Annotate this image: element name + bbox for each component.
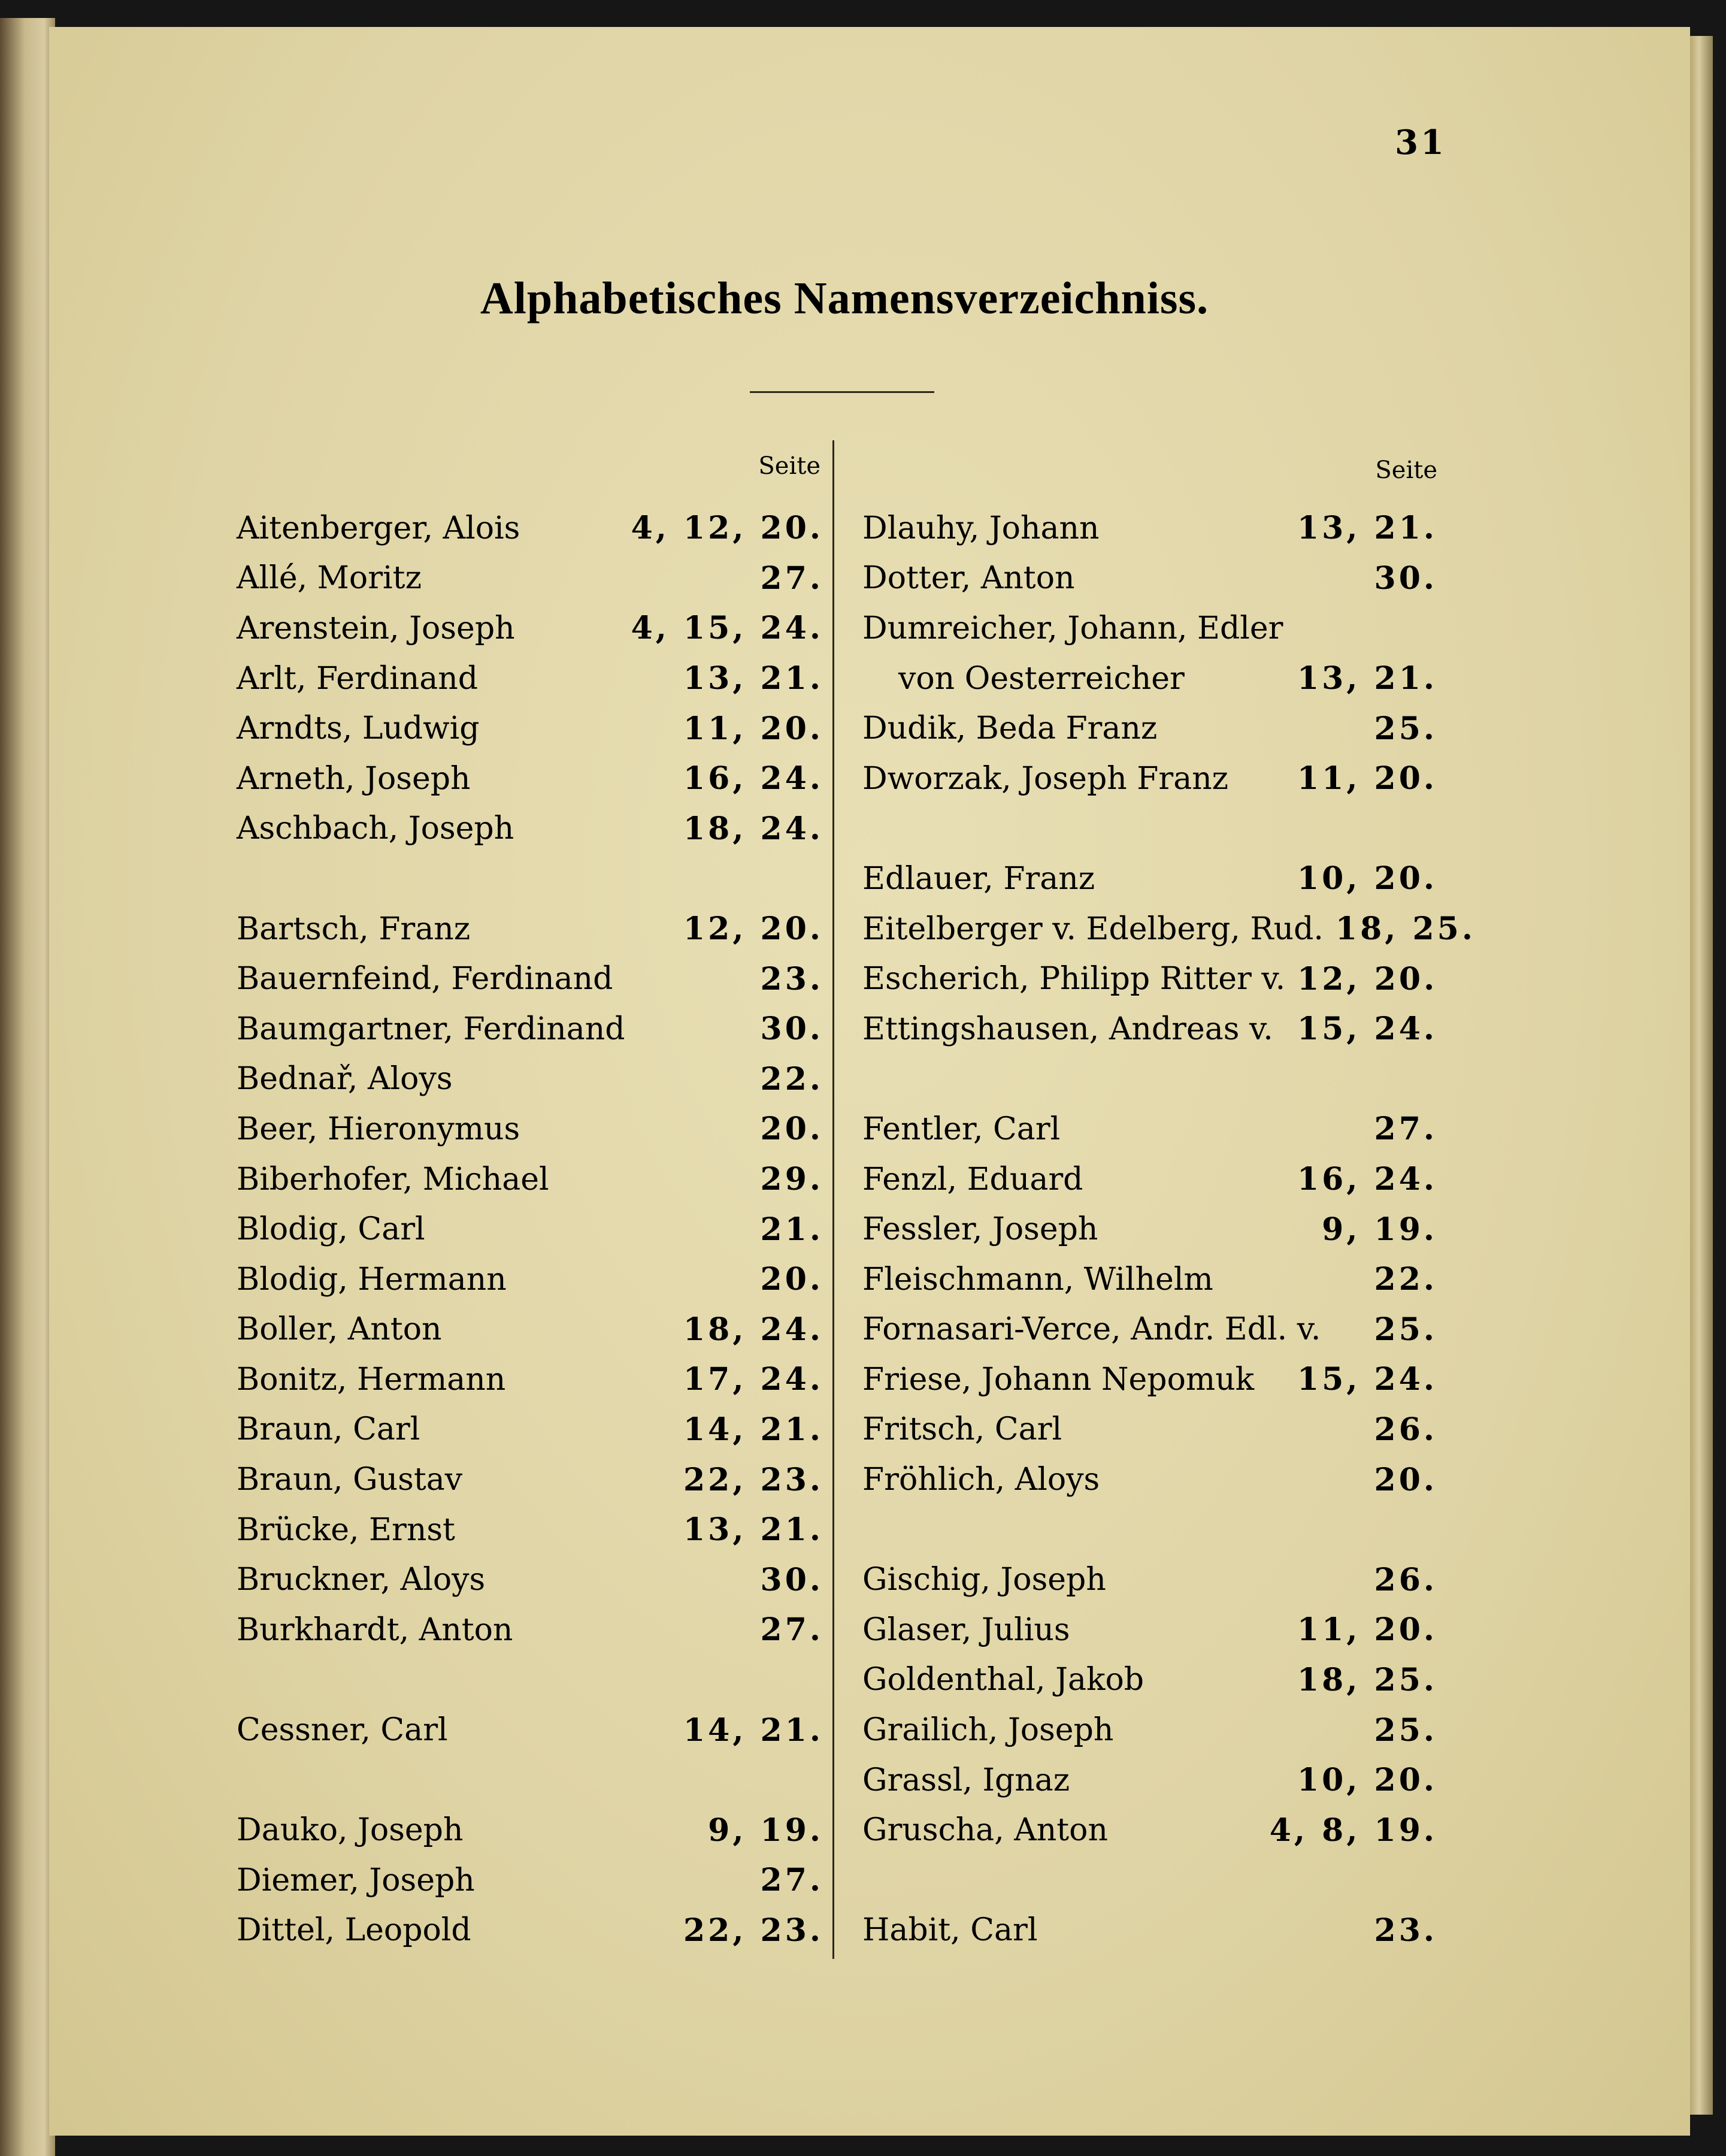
entry-pages: 13, 21.	[683, 1511, 823, 1549]
entry-pages: 26.	[1374, 1561, 1437, 1598]
index-entry	[862, 1555, 1437, 1605]
entry-pages: 9, 19.	[1322, 1211, 1437, 1248]
entry-pages: 16, 24.	[683, 760, 823, 797]
index-entry	[862, 904, 1476, 954]
index-entry	[237, 1455, 823, 1505]
entry-pages: 22, 23.	[683, 1912, 823, 1949]
index-entry	[237, 904, 823, 954]
entry-pages: 11, 20.	[1297, 760, 1437, 797]
section-gap	[237, 854, 823, 904]
index-entry	[862, 1455, 1437, 1505]
entry-pages: 20.	[760, 1111, 823, 1148]
section-gap	[862, 1054, 1437, 1105]
index-entry	[862, 503, 1437, 554]
index-entry	[237, 1104, 823, 1154]
entry-name: Cessner, Carl	[237, 1712, 448, 1749]
entry-pages: 18, 24.	[683, 810, 823, 847]
entry-pages: 14, 21.	[683, 1712, 823, 1749]
entry-pages: 12, 20.	[1297, 960, 1438, 997]
entry-pages: 4, 15, 24.	[631, 610, 823, 647]
entry-name: Bruckner, Aloys	[237, 1562, 486, 1598]
index-entry	[237, 804, 823, 854]
entry-name: Dumreicher, Johann, Edler	[862, 610, 1283, 646]
entry-name: Beer, Hieronymus	[237, 1111, 520, 1147]
index-entry	[862, 603, 1437, 654]
entry-pages: 18, 25.	[1297, 1661, 1437, 1698]
entry-pages: 25.	[1374, 1712, 1437, 1749]
entry-name: Gruscha, Anton	[862, 1812, 1108, 1849]
entry-name: Grassl, Ignaz	[862, 1762, 1070, 1798]
index-entry	[237, 1505, 823, 1555]
entry-pages: 26.	[1374, 1411, 1437, 1448]
entry-pages: 14, 21.	[683, 1411, 823, 1448]
entry-name: Fröhlich, Aloys	[862, 1462, 1100, 1498]
index-entry	[862, 1405, 1437, 1455]
entry-name: Bednař, Aloys	[237, 1061, 453, 1097]
index-entry	[237, 754, 823, 804]
entry-name: Friese, Johann Nepomuk	[862, 1361, 1255, 1398]
index-entry	[237, 954, 823, 1004]
index-entry	[862, 1354, 1437, 1405]
index-entry	[862, 754, 1437, 804]
right-column-header: Seite	[1375, 456, 1437, 484]
entry-name: Aschbach, Joseph	[237, 811, 514, 847]
index-entry	[862, 1906, 1437, 1956]
entry-pages: 13, 21.	[1297, 660, 1437, 697]
entry-pages: 29.	[760, 1161, 823, 1198]
entry-pages: 15, 24.	[1297, 1011, 1437, 1048]
entry-pages: 30.	[1374, 560, 1437, 597]
entry-name: Dotter, Anton	[862, 560, 1075, 597]
entry-pages: 10, 20.	[1297, 860, 1437, 897]
entry-name: Fessler, Joseph	[862, 1211, 1098, 1248]
entry-pages: 4, 12, 20.	[631, 510, 823, 547]
entry-pages: 27.	[760, 1862, 823, 1899]
section-gap	[237, 1755, 823, 1806]
entry-pages: 15, 24.	[1297, 1361, 1437, 1398]
index-entry	[237, 1004, 823, 1054]
entry-name: Dworzak, Joseph Franz	[862, 760, 1229, 797]
entry-name: Eitelberger v. Edelberg, Rud.	[862, 911, 1324, 947]
left-column-header: Seite	[758, 452, 820, 480]
index-entry	[862, 854, 1437, 904]
entry-pages: 16, 24.	[1297, 1161, 1437, 1198]
entry-pages: 13, 21.	[1297, 510, 1437, 547]
index-entry	[237, 1354, 823, 1405]
entry-name: Arneth, Joseph	[237, 760, 471, 797]
index-entry	[862, 1004, 1437, 1054]
entry-name: von Oesterreicher	[898, 660, 1185, 697]
entry-pages: 17, 24.	[683, 1361, 823, 1398]
entry-name: Blodig, Hermann	[237, 1261, 507, 1298]
entry-pages: 22.	[760, 1060, 823, 1097]
entry-pages: 25.	[1374, 710, 1437, 747]
index-entry	[237, 1555, 823, 1605]
entry-pages: 18, 25.	[1335, 911, 1476, 948]
entry-name: Arndts, Ludwig	[237, 710, 480, 747]
index-entry	[237, 1204, 823, 1254]
index-entry	[862, 1705, 1437, 1755]
entry-name: Boller, Anton	[237, 1311, 442, 1348]
entry-pages: 20.	[1374, 1461, 1437, 1498]
entry-pages: 23.	[1374, 1912, 1437, 1949]
entry-pages: 22.	[1374, 1261, 1437, 1298]
entry-pages: 9, 19.	[708, 1812, 823, 1849]
entry-pages: 18, 24.	[683, 1311, 823, 1348]
entry-pages: 21.	[760, 1211, 823, 1248]
entry-name: Bonitz, Hermann	[237, 1361, 506, 1398]
index-entry	[237, 1705, 823, 1755]
index-entry	[862, 1154, 1437, 1205]
index-entry	[237, 1805, 823, 1855]
index-entry	[862, 1104, 1437, 1154]
index-entry	[237, 654, 823, 704]
section-gap	[237, 1655, 823, 1706]
entry-name: Ettingshausen, Andreas v.	[862, 1011, 1273, 1047]
index-entry	[862, 1755, 1437, 1806]
index-entry	[237, 603, 823, 654]
entry-pages: 4, 8, 19.	[1269, 1812, 1437, 1849]
entry-name: Glaser, Julius	[862, 1611, 1070, 1648]
entry-name: Baumgartner, Ferdinand	[237, 1011, 625, 1047]
index-entry	[862, 654, 1437, 704]
entry-name: Biberhofer, Michael	[237, 1161, 549, 1198]
index-entry	[237, 1054, 823, 1105]
entry-name: Braun, Gustav	[237, 1462, 463, 1498]
index-entry	[862, 554, 1437, 604]
entry-name: Grailich, Joseph	[862, 1712, 1114, 1749]
entry-pages: 12, 20.	[683, 911, 823, 948]
entry-name: Bauernfeind, Ferdinand	[237, 961, 613, 997]
entry-pages: 23.	[760, 960, 823, 997]
index-entry	[237, 1254, 823, 1305]
entry-name: Allé, Moritz	[237, 560, 422, 597]
entry-name: Goldenthal, Jakob	[862, 1662, 1144, 1698]
index-entry	[237, 503, 823, 554]
left-index-column	[237, 503, 823, 1955]
index-entry	[237, 703, 823, 754]
index-entry	[862, 1305, 1437, 1355]
entry-name: Burkhardt, Anton	[237, 1611, 513, 1648]
index-entry	[237, 1305, 823, 1355]
index-entry	[237, 554, 823, 604]
index-entry	[237, 1906, 823, 1956]
entry-name: Braun, Carl	[237, 1411, 420, 1448]
section-gap	[862, 804, 1437, 854]
entry-name: Habit, Carl	[862, 1912, 1038, 1949]
entry-name: Blodig, Carl	[237, 1211, 425, 1248]
entry-pages: 11, 20.	[1297, 1611, 1437, 1649]
index-entry	[862, 954, 1437, 1004]
entry-name: Dauko, Joseph	[237, 1812, 464, 1849]
entry-name: Dudik, Beda Franz	[862, 710, 1158, 747]
entry-name: Edlauer, Franz	[862, 860, 1095, 897]
section-gap	[862, 1505, 1437, 1555]
index-entry	[237, 1855, 823, 1906]
entry-name: Brücke, Ernst	[237, 1511, 455, 1548]
column-divider	[832, 440, 834, 1959]
entry-pages: 22, 23.	[683, 1461, 823, 1498]
index-entry	[862, 1605, 1437, 1655]
entry-pages: 27.	[760, 1611, 823, 1649]
entry-name: Arenstein, Joseph	[237, 610, 515, 646]
entry-pages: 25.	[1374, 1311, 1437, 1348]
entry-name: Aitenberger, Alois	[237, 510, 520, 546]
index-entry	[237, 1405, 823, 1455]
page-number: 31	[1395, 123, 1446, 162]
page-title: Alphabetisches Namensverzeichniss.	[480, 273, 1209, 323]
entry-name: Fritsch, Carl	[862, 1411, 1062, 1448]
index-entry	[862, 1254, 1437, 1305]
index-entry	[237, 1154, 823, 1205]
entry-name: Gischig, Joseph	[862, 1562, 1106, 1598]
entry-name: Fentler, Carl	[862, 1111, 1061, 1147]
entry-name: Dittel, Leopold	[237, 1912, 471, 1949]
entry-pages: 20.	[760, 1261, 823, 1298]
entry-name: Escherich, Philipp Ritter v.	[862, 961, 1286, 997]
entry-pages: 13, 21.	[683, 660, 823, 697]
entry-name: Arlt, Ferdinand	[237, 660, 479, 697]
entry-pages: 27.	[760, 560, 823, 597]
entry-name: Bartsch, Franz	[237, 911, 471, 947]
index-entry	[862, 1204, 1437, 1254]
entry-pages: 27.	[1374, 1111, 1437, 1148]
right-index-column	[862, 503, 1476, 1955]
entry-name: Diemer, Joseph	[237, 1862, 475, 1898]
entry-name: Fenzl, Eduard	[862, 1161, 1083, 1198]
entry-pages: 30.	[760, 1011, 823, 1048]
entry-name: Dlauhy, Johann	[862, 510, 1100, 546]
index-entry	[862, 1805, 1437, 1855]
section-gap	[862, 1855, 1437, 1906]
index-entry	[862, 1655, 1437, 1706]
index-entry	[237, 1605, 823, 1655]
entry-pages: 10, 20.	[1297, 1762, 1437, 1799]
entry-pages: 11, 20.	[683, 710, 823, 747]
book-spine	[0, 18, 55, 2156]
page-edge	[1690, 36, 1713, 2115]
title-rule	[750, 391, 934, 393]
entry-name: Fornasari-Verce, Andr. Edl. v.	[862, 1311, 1321, 1348]
entry-name: Fleischmann, Wilhelm	[862, 1261, 1213, 1298]
index-entry	[862, 703, 1437, 754]
entry-pages: 30.	[760, 1561, 823, 1598]
